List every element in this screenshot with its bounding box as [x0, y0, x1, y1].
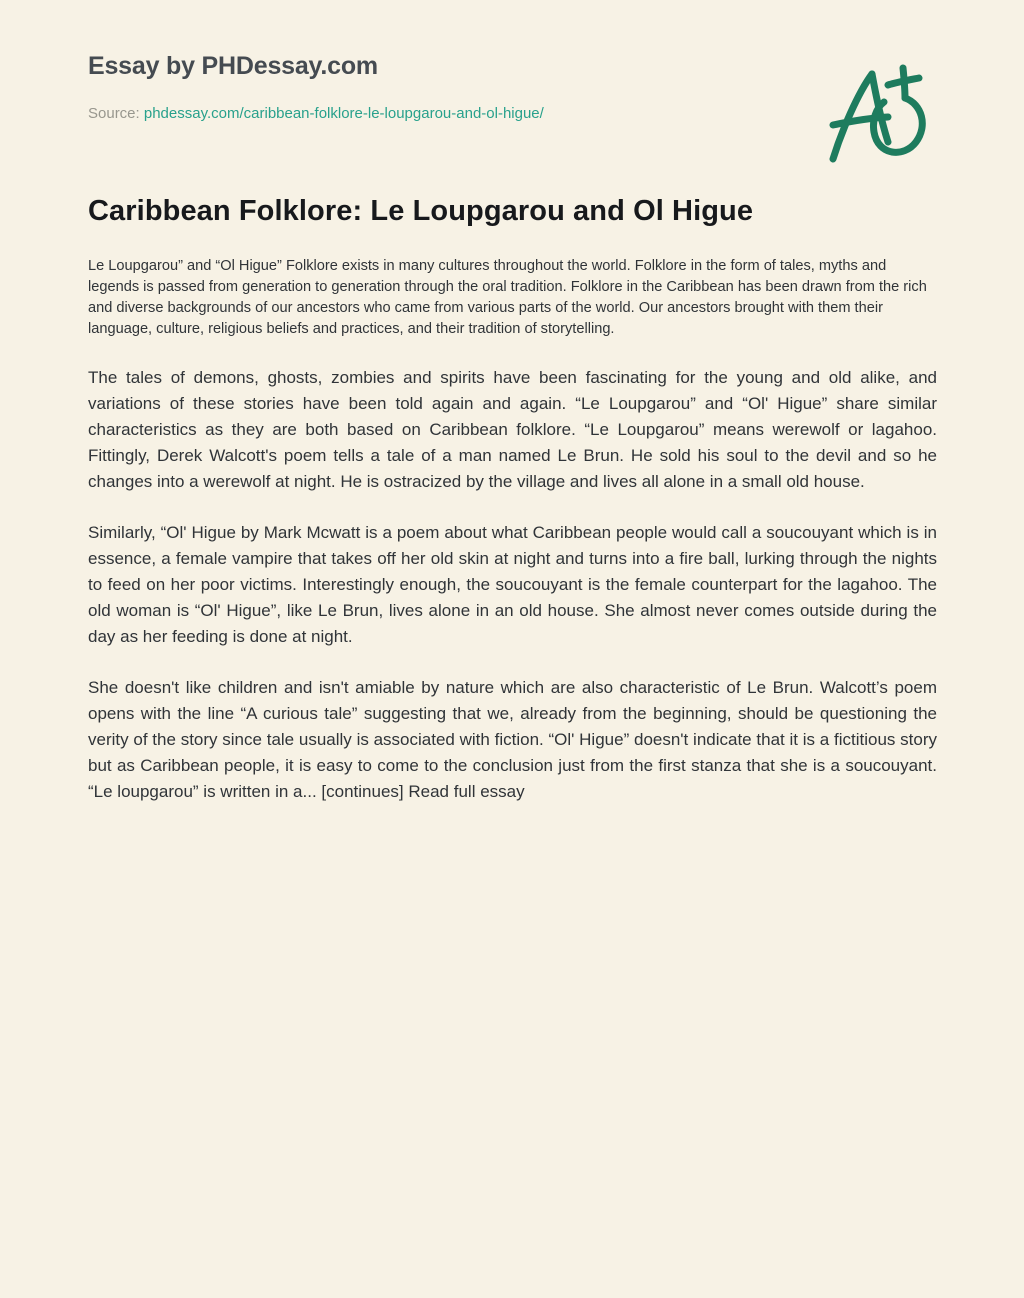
- page-title: Essay by PHDessay.com: [88, 52, 378, 80]
- essay-title: Caribbean Folklore: Le Loupgarou and Ol Higue: [88, 195, 754, 227]
- essay-paragraph-4: [88, 675, 937, 805]
- read-full-essay-link[interactable]: Read full essay: [408, 781, 525, 801]
- source-line: [88, 105, 937, 122]
- phdessay-logo: [822, 58, 944, 166]
- source-label: Source:: [88, 105, 140, 122]
- essay-intro-paragraph: Le Loupgarou” and “Ol Higue” Folklore exists in many cultures throughout the world. Folklore in the form of tales, myths and legends is passed from generation to generation through the oral tradition. Folklore in the Caribbean has been drawn from the rich and diverse backgrounds of our ancestors who came from various parts of the world. Our ancestors brought with them their language, culture, religious beliefs and practices, and their tradition of storytelling.: [88, 257, 927, 337]
- continues-marker: [continues]: [321, 781, 404, 801]
- source-link[interactable]: [144, 105, 544, 122]
- essay-paragraph-3: Similarly, “Ol' Higue by Mark Mcwatt is a poem about what Caribbean people would call a soucouyant which is in essence, a female vampire that takes off her old skin at night and turns into a fire ball, lurking through the nights to feed on her poor victims. Interestingly enough, the soucouyant is the female counterpart for the lagahoo. The old woman is “Ol' Higue”, like Le Brun, lives alone in an old house. She almost never comes outside during the day as her feeding is done at night.: [88, 522, 937, 646]
- a-plus-logo-icon: [822, 58, 944, 166]
- essay-paragraph-4-text: She doesn't like children and isn't amiable by nature which are also characteristic of Le Brun. Walcott’s poem opens with the line “A curious tale” suggesting that we, already from the beginning, should be questioning the verity of the story since tale usually is associated with fiction. “Ol' Higue” doesn't indicate that it is a fictitious story but as Caribbean people, it is easy to come to the conclusion just from the first stanza that she is a soucouyant. “Le loupgarou” is written in a...: [88, 677, 937, 801]
- essay-paragraph-2: The tales of demons, ghosts, zombies and spirits have been fascinating for the young and old alike, and variations of these stories have been told again and again. “Le Loupgarou” and “Ol' Higue” share similar characteristics as they are both based on Caribbean folklore. “Le Loupgarou” means werewolf or lagahoo. Fittingly, Derek Walcott's poem tells a tale of a man named Le Brun. He sold his soul to the devil and so he changes into a werewolf at night. He is ostracized by the village and lives all alone in a small old house.: [88, 367, 937, 491]
- source-link-text: phdessay.com/caribbean-folklore-le-loupgarou-and-ol-higue/: [143, 105, 544, 122]
